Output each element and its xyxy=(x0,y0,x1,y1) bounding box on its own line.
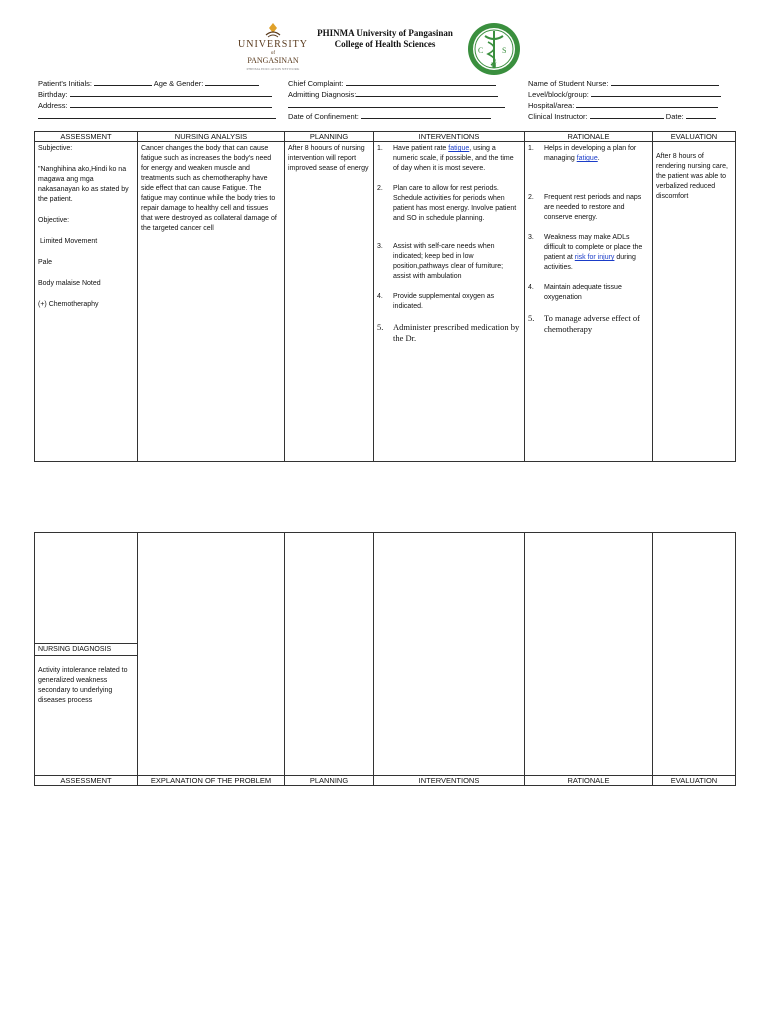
rationale-item xyxy=(528,233,649,273)
objective-item: Body malaise Noted xyxy=(38,280,101,287)
chief-complaint-label: Chief Complaint: xyxy=(288,79,344,88)
planning-cell xyxy=(285,142,374,462)
hospital-field[interactable] xyxy=(576,99,718,108)
admitting-diagnosis-field[interactable] xyxy=(356,88,498,97)
initials-label: Patient's Initials: xyxy=(38,79,92,88)
title-block xyxy=(280,28,490,50)
rationale-cell-2[interactable] xyxy=(525,533,653,776)
table2-header-explanation: EXPLANATION OF THE PROBLEM xyxy=(138,776,285,786)
evaluation-text: After 8 hours of rendering nursing care, the patient was able to verbalized reduced discomfort xyxy=(656,153,728,200)
item-number: 1. xyxy=(377,145,383,152)
address-field[interactable] xyxy=(70,99,272,108)
school-name: PHINMA University of Pangasinan xyxy=(317,28,453,38)
admitting-diagnosis-field-line2[interactable] xyxy=(288,99,505,108)
evaluation-cell xyxy=(653,142,736,462)
table1-header-planning: PLANNING xyxy=(285,132,374,142)
rationale-text: . xyxy=(597,155,600,162)
intervention-item xyxy=(377,144,521,174)
patient-info-right xyxy=(528,77,721,121)
rationale-text: Frequent rest periods and naps are needed to restore and conserve energy. xyxy=(544,194,642,221)
hospital-label: Hospital/area: xyxy=(528,101,575,110)
objective-item: (+) Chemotheraphy xyxy=(38,301,99,308)
objective-item: Pale xyxy=(38,259,53,266)
item-number: 3. xyxy=(528,234,534,241)
rationale-text: during activities. xyxy=(544,254,636,271)
intervention-text: Have patient rate xyxy=(393,145,449,152)
instructor-field[interactable] xyxy=(590,110,664,119)
chs-seal-icon xyxy=(467,22,521,76)
rationale-text: Maintain adequate tissue oxygenation xyxy=(544,284,622,301)
svg-text:S: S xyxy=(502,46,507,55)
svg-text:C: C xyxy=(478,46,484,55)
fatigue-link[interactable]: fatigue xyxy=(448,145,470,152)
address-label: Address: xyxy=(38,101,68,110)
chief-complaint-field[interactable] xyxy=(346,77,496,86)
table2-header-planning: PLANNING xyxy=(285,776,374,786)
rationale-text: Helps in developing a plan for managing xyxy=(544,145,637,162)
objective-label: Objective: xyxy=(38,217,70,224)
fatigue-link[interactable]: fatigue xyxy=(576,155,598,162)
objective-item: Limited Movement xyxy=(40,238,98,245)
instructor-label: Clinical Instructor: xyxy=(528,112,588,121)
item-number: 5. xyxy=(377,322,384,332)
level-field[interactable] xyxy=(591,88,721,97)
rationale-item xyxy=(528,144,649,164)
intervention-text: , using a numeric scale, if possible, and the time of day when it is most severe. xyxy=(393,145,514,172)
item-number: 3. xyxy=(377,243,383,250)
care-plan-table-2 xyxy=(34,532,736,786)
item-number: 2. xyxy=(377,185,383,192)
rationale-text: Weakness may make ADLs difficult to complete or place the patient at xyxy=(544,234,643,261)
analysis-cell xyxy=(138,142,285,462)
interventions-list xyxy=(377,144,521,344)
interventions-cell xyxy=(374,142,525,462)
intervention-text: Assist with self-care needs when indicated; keep bed in low position,pathways clear of furniture; assist with ambulation xyxy=(393,243,504,280)
intervention-item xyxy=(377,242,521,282)
table1-header-interventions: INTERVENTIONS xyxy=(374,132,525,142)
intervention-text: Provide supplemental oxygen as indicated. xyxy=(393,293,495,310)
item-number: 4. xyxy=(377,293,383,300)
date-confinement-field[interactable] xyxy=(361,110,491,119)
subjective-text: "Nanghihina ako,Hindi ko na magawa ang mga nakasanayan ko as stated by the patient. xyxy=(38,166,129,203)
item-number: 2. xyxy=(528,194,534,201)
patient-info-left xyxy=(38,77,276,121)
student-nurse-field[interactable] xyxy=(611,77,719,86)
table1-header-row xyxy=(35,132,736,142)
age-gender-label: Age & Gender: xyxy=(153,79,204,88)
planning-text: After 8 hoours of nursing intervention will report improved sease of energy xyxy=(288,145,369,172)
analysis-text: Cancer changes the body that can cause fatigue such as increases the body's need for energy and weaken muscle and treatments such as chemotheraphy have side effect that can cause Fatigue. The fatigue may continue while the body tries to repair damage to healthy cell and tissues that were destroyed as collateral damage of the targeted cancer cell xyxy=(141,145,277,232)
planning-cell-2[interactable] xyxy=(285,533,374,776)
nursing-diagnosis-cell xyxy=(35,533,138,776)
rationale-text: To manage adverse effect of chemotherapy xyxy=(544,313,641,334)
rationale-item xyxy=(528,313,649,335)
patient-info-middle xyxy=(288,77,505,121)
date-label: Date: xyxy=(665,112,684,121)
care-plan-table-1 xyxy=(34,131,736,462)
logo-word-pangasinan: PANGASINAN xyxy=(247,56,299,65)
table1-header-analysis: NURSING ANALYSIS xyxy=(138,132,285,142)
initials-field[interactable] xyxy=(94,77,152,86)
admitting-diagnosis-label: Admitting Diagnosis: xyxy=(288,90,357,99)
date-field[interactable] xyxy=(686,110,716,119)
date-confinement-label: Date of Confinement: xyxy=(288,112,359,121)
item-number: 5. xyxy=(528,313,535,323)
item-number: 4. xyxy=(528,284,534,291)
nursing-diagnosis-label: NURSING DIAGNOSIS xyxy=(35,643,137,656)
birthday-label: Birthday: xyxy=(38,90,68,99)
risk-for-injury-link[interactable]: risk for injury xyxy=(574,254,615,261)
item-number: 1. xyxy=(528,145,534,152)
logo-word-of: of xyxy=(270,51,276,56)
table1-body-row xyxy=(35,142,736,462)
assessment-cell xyxy=(35,142,138,462)
table2-footer-row xyxy=(35,776,736,786)
table1-header-evaluation: EVALUATION xyxy=(653,132,736,142)
intervention-item xyxy=(377,322,521,344)
intervention-text: Administer prescribed medication by the Dr. xyxy=(393,322,520,343)
rationale-list xyxy=(528,144,649,335)
rationale-item xyxy=(528,193,649,223)
intervention-text: Plan care to allow for rest periods. Schedule activities for periods when patient has most energy. Involve patient and SO in schedule planning. xyxy=(393,185,517,222)
explanation-cell[interactable] xyxy=(138,533,285,776)
logo-tagline: PHINMA EDUCATION NETWORK xyxy=(246,67,300,71)
table2-header-rationale: RATIONALE xyxy=(525,776,653,786)
rationale-item xyxy=(528,283,649,303)
level-label: Level/block/group: xyxy=(528,90,589,99)
age-gender-field[interactable] xyxy=(205,77,259,86)
document-header xyxy=(0,18,768,80)
logo-word-university: UNIVERSITY xyxy=(238,39,308,50)
interventions-cell-2[interactable] xyxy=(374,533,525,776)
table2-body-row xyxy=(35,533,736,776)
address-field-line2[interactable] xyxy=(38,110,276,119)
table1-header-assessment: ASSESSMENT xyxy=(35,132,138,142)
college-name: College of Health Sciences xyxy=(334,39,436,49)
evaluation-cell-2[interactable] xyxy=(653,533,736,776)
rationale-cell xyxy=(525,142,653,462)
table2-header-interventions: INTERVENTIONS xyxy=(374,776,525,786)
intervention-item xyxy=(377,292,521,312)
birthday-field[interactable] xyxy=(70,88,272,97)
nursing-diagnosis-text: Activity intolerance related to generalized weakness secondary to underlying diseases process xyxy=(38,667,128,704)
subjective-label: Subjective: xyxy=(38,145,73,152)
table2-header-assessment: ASSESSMENT xyxy=(35,776,138,786)
svg-text:H: H xyxy=(491,61,497,70)
intervention-item xyxy=(377,184,521,224)
student-nurse-label: Name of Student Nurse: xyxy=(528,79,609,88)
table1-header-rationale: RATIONALE xyxy=(525,132,653,142)
table2-header-evaluation: EVALUATION xyxy=(653,776,736,786)
